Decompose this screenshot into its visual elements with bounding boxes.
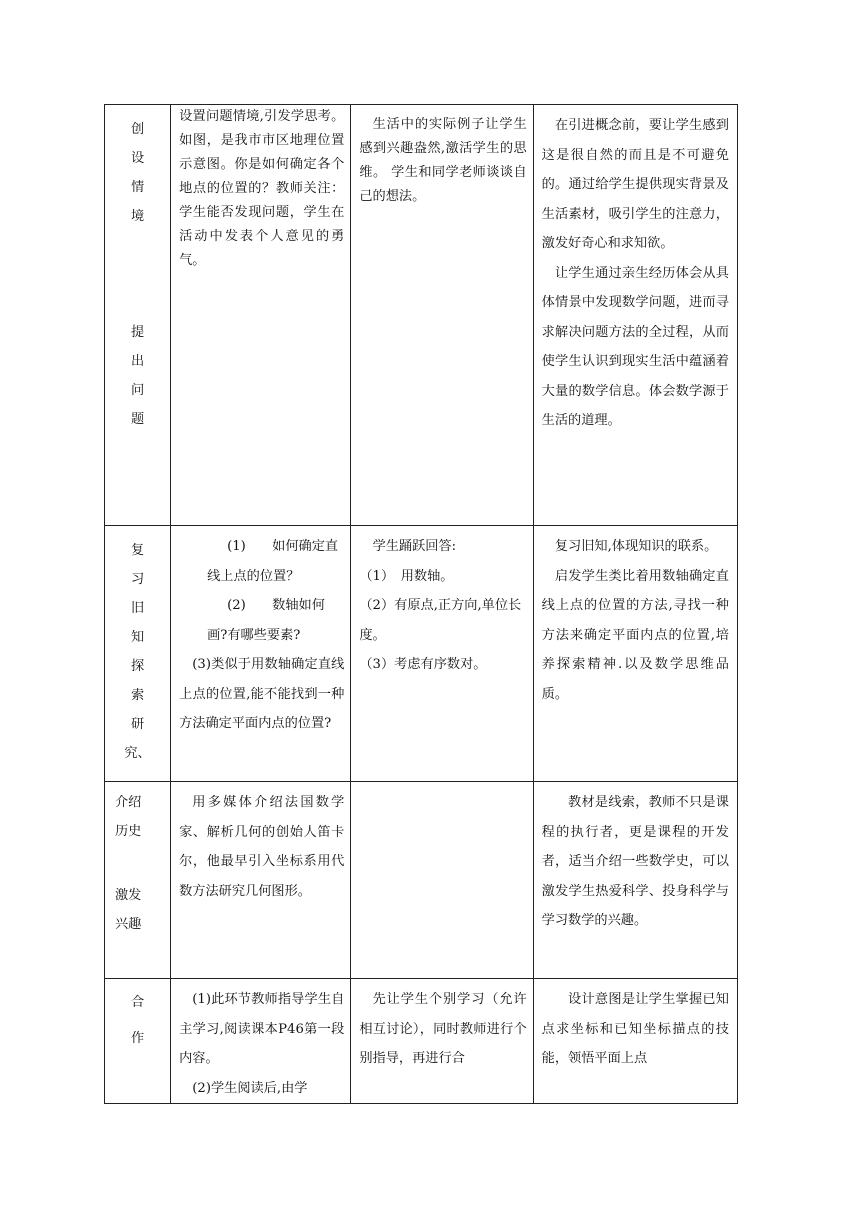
student-activity-cell: [351, 105, 533, 526]
student-activity-text: 先让学生个别学习（允许相互讨论），同时教师进行个别指导，再进行合: [359, 992, 527, 1066]
design-intent-cell: [533, 782, 737, 979]
teacher-activity-cell: [171, 979, 351, 1104]
student-activity-cell: [351, 526, 533, 782]
student-activity-text: 生活中的实际例子让学生感到兴趣盎然,激活学生的思维。 学生和同学老师谈谈自己的想法。: [359, 117, 527, 204]
student-activity-text: （3）考虑有序数对。: [359, 657, 487, 672]
lesson-plan-table: [104, 104, 738, 1104]
table-row: [105, 526, 738, 782]
student-activity-text: 学生踊跃回答:: [372, 539, 457, 554]
student-activity-cell: [351, 979, 533, 1104]
design-intent-text: 复习旧知,体现知识的联系。: [554, 539, 718, 554]
stage-cell: 介绍 历史 激发 兴趣: [105, 782, 171, 979]
teacher-activity-text: (1)此环节教师指导学生自主学习,阅读课本P46第一段内容。: [179, 992, 345, 1066]
teacher-activity-text: (2)学生阅读后,由学: [192, 1080, 308, 1096]
stage-cell: 复 习 旧 知 探 索 研 究、: [105, 526, 171, 782]
design-intent-text: 启发学生类比着用数轴确定直线上点的位置的方法,寻找一种方法来确定平面内点的位置,培养探索精神.以及数学思维品质。: [541, 568, 729, 702]
teacher-activity-text: 用多媒体介绍法国数学家、解析几何的创始人笛卡尔，他最早引入坐标系用代数方法研究几何图形。: [179, 795, 345, 899]
student-activity-cell: [351, 782, 533, 979]
design-intent-cell: [533, 526, 737, 782]
design-intent-cell: [533, 979, 737, 1104]
teacher-activity-text: (2) 数轴如何画?有哪些要素?: [207, 598, 325, 643]
student-activity-text: （1） 用数轴。: [359, 568, 454, 584]
design-intent-text: 教材是线索，教师不只是课程的执行者，更是课程的开发者，适当介绍一些数学史，可以激发学生热爱科学、投身科学与学习数学的兴趣。: [541, 795, 729, 928]
design-intent-cell: [533, 105, 737, 526]
teacher-activity-text: (3)类似于用数轴确定直线上点的位置,能不能找到一种方法确定平面内点的位置?: [179, 657, 345, 731]
teacher-activity-cell: [171, 105, 351, 526]
teacher-activity-cell: [171, 526, 351, 782]
teacher-activity-text: 设置问题情境,引发学思考。如图，是我市市区地理位置示意图。你是如何确定各个地点的位置的？教师关注：学生能否发现问题，学生在活动中发表个人意见的勇气。: [179, 109, 345, 268]
design-intent-text: 在引进概念前，要让学生感到这是很自然的而且是不可避免的。通过给学生提供现实背景及生活素材，吸引学生的注意力，激发好奇心和求知欲。: [541, 118, 729, 251]
stage-cell: 创 设 情 境 提 出 问 题: [105, 105, 171, 526]
table-row: [105, 105, 738, 526]
teacher-activity-cell: [171, 782, 351, 979]
table-row: [105, 979, 738, 1104]
student-activity-text: （2）有原点,正方向,单位长度。: [359, 598, 522, 643]
stage-cell: 合 作: [105, 979, 171, 1104]
design-intent-text: 让学生通过亲生经历体会从具体情景中发现数学问题，进而寻求解决问题方法的全过程，从而使学生认识到现实生活中蕴涵着大量的数学信息。体会数学源于生活的道理。: [541, 265, 729, 428]
teacher-activity-text: (1) 如何确定直线上点的位置？: [207, 539, 339, 584]
table-row: [105, 782, 738, 979]
design-intent-text: 设计意图是让学生掌握已知点求坐标和已知坐标描点的技能，领悟平面上点: [541, 992, 729, 1066]
